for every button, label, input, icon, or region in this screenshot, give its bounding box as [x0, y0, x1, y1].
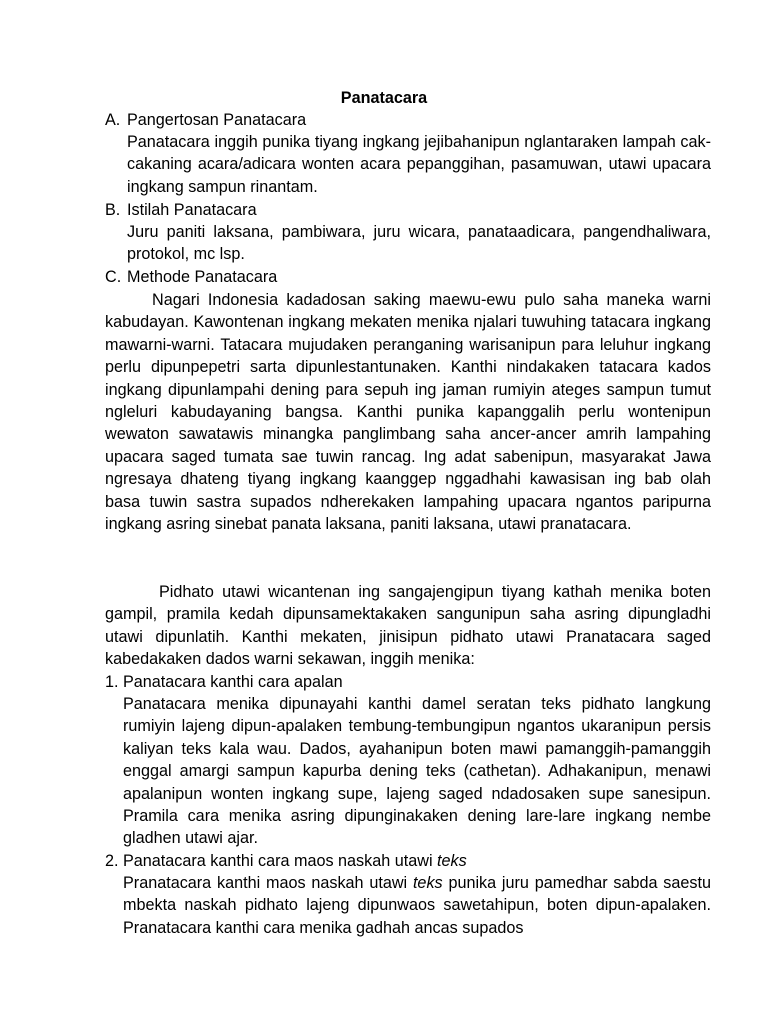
method-number: 2.: [105, 852, 119, 870]
section-a-body: [127, 131, 711, 198]
method-1-heading: [105, 671, 343, 693]
paragraph-text: Nagari Indonesia kadadosan saking maewu-ewu pulo saha maneka warni kabudayan. Kawontenan ingkang mekaten menika njalari tuwuhing tatacara ingkang mawarni-warni. Tatacara mujudaken peranganing warisanipun para leluhur ingkang perlu dipunpepetri sarta dipunlestantunaken. Kanthi nindakaken tatacara kados ingkang dipunlampahi dening para sepuh ing jaman rumiyin ateges sampun tumut ngleluri kabudayaning bangsa. Kanthi punika kapanggalih perlu wontenipun wewaton sawatawis minangka panglimbang saha ancer-ancer amrih lampahing upacara saged tumata sae tuwin rancag. Ing adat sabenipun, masyarakat Jawa ngresaya dhateng tiyang ingkang kaanggep nggadhahi kawasisan ing bab olah basa tuwin sastra supados ndherekaken lampahing upacara ngantos paripurna ingkang asring sinebat panata laksana, paniti laksana, utawi pranatacara.: [105, 291, 711, 534]
method-2-text-start: Pranatacara kanthi maos naskah utawi: [123, 874, 408, 892]
method-heading-italic: teks: [437, 852, 467, 870]
method-2-text-italic: teks: [412, 874, 443, 892]
method-2-body: [123, 872, 711, 939]
section-c-heading: [105, 266, 277, 288]
document-title: Panatacara: [340, 89, 428, 107]
section-letter: C.: [105, 268, 122, 286]
method-1-text: Panatacara menika dipunayahi kanthi damel seratan teks pidhato langkung rumiyin lajeng dipun-apalaken tembung-tembungipun ngantos ukaranipun persis kaliyan teks kala wau. Dados, ayahanipun boten mawi pamanggih-pamanggih enggal amargi sampun kapurba dening teks (cathetan). Adhakanipun, menawi apalanipun wonten ingkang supe, lajeng saged ndadosaken supe sanesipun. Pramila cara menika asring dipunginakaken dening lare-lare ingkang nembe gladhen utawi ajar.: [123, 695, 711, 848]
paragraph-text: Pidhato utawi wicantenan ing sangajengipun tiyang kathah menika boten gampil, pramila kedah dipunsamektakaken sangunipun saha asring dipungladhi utawi dipunlatih. Kanthi mekaten, jinisipun pidhato utawi Pranatacara saged kabedakaken dados warni sekawan, inggih menika:: [105, 583, 711, 669]
method-heading-text: Panatacara kanthi cara maos naskah utawi: [123, 852, 433, 870]
section-heading-text: Istilah Panatacara: [127, 201, 257, 219]
section-a-heading: [105, 109, 306, 131]
section-letter: A.: [105, 111, 121, 129]
method-2-heading: [105, 850, 467, 872]
method-heading-text: Panatacara kanthi cara apalan: [123, 673, 343, 691]
section-b-body: [127, 221, 711, 266]
section-a-text: Panatacara inggih punika tiyang ingkang jejibahanipun nglantaraken lampah cak-cakaning acara/adicara wonten acara pepanggihan, pasamuwan, utawi upacara ingkang sampun rinantam.: [127, 133, 711, 196]
section-letter: B.: [105, 201, 121, 219]
paragraph-2: [105, 581, 711, 671]
section-heading-text: Pangertosan Panatacara: [127, 111, 307, 129]
section-b-heading: [105, 199, 257, 221]
method-2-text-end: punika juru pamedhar sabda saestu mbekta naskah pidhato lajeng dipunwaos sawetahipun, boten dipun-apalaken. Pranatacara kanthi cara menika gadhah ancas supados: [123, 874, 711, 937]
method-2-text: [123, 872, 711, 939]
method-number: 1.: [105, 673, 119, 691]
section-heading-text: Methode Panatacara: [127, 268, 278, 286]
paragraph-1: [105, 289, 711, 535]
method-1-body: [123, 693, 711, 850]
section-b-text: Juru paniti laksana, pambiwara, juru wicara, panataadicara, pangendhaliwara, protokol, mc lsp.: [127, 223, 711, 264]
